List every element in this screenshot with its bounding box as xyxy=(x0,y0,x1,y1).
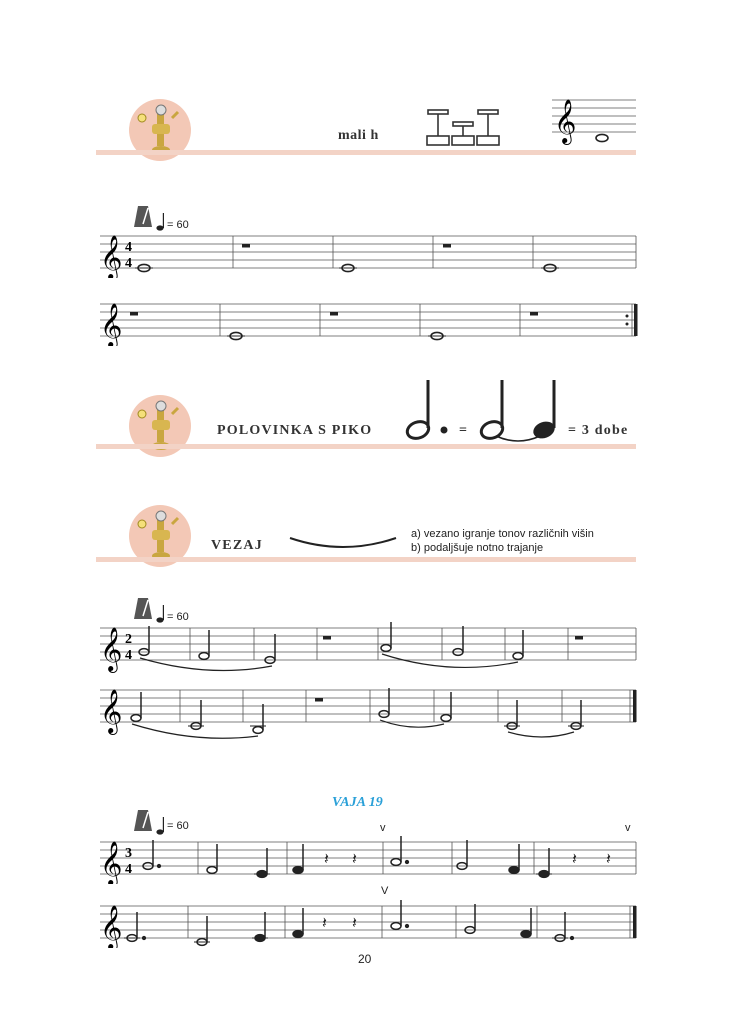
svg-text:𝄽: 𝄽 xyxy=(352,849,357,868)
exercise-title: VAJA 19 xyxy=(332,795,383,810)
svg-text:4: 4 xyxy=(125,240,132,255)
section-title-mali-h: mali h xyxy=(338,128,379,143)
svg-text:𝄽: 𝄽 xyxy=(572,849,577,868)
page-number: 20 xyxy=(358,952,372,966)
tempo-marking: = 60 xyxy=(167,611,189,623)
breath-mark: v xyxy=(380,822,386,834)
section-title-polovinka: POLOVINKA S PIKO xyxy=(217,423,373,438)
svg-text:𝄞: 𝄞 xyxy=(100,841,123,884)
svg-text:𝄽: 𝄽 xyxy=(606,849,611,868)
quarter-note-icon xyxy=(156,816,166,836)
svg-text:2: 2 xyxy=(125,632,132,647)
vezaj-description-a: a) vezano igranje tonov različnih višin xyxy=(411,528,594,540)
svg-text:4: 4 xyxy=(125,862,132,877)
svg-text:𝄽: 𝄽 xyxy=(322,913,327,932)
metronome-icon xyxy=(133,204,153,228)
staff-exercise3-line1 xyxy=(100,834,640,884)
metronome-icon xyxy=(133,808,153,832)
section-band xyxy=(96,557,636,562)
staff-exercise1-line2 xyxy=(100,296,640,346)
tempo-marking: = 60 xyxy=(167,820,189,832)
beats-label: = 3 dobe xyxy=(568,423,629,438)
dotted-half-note-icon xyxy=(400,378,460,442)
svg-text:𝄞: 𝄞 xyxy=(100,689,123,733)
staff-exercise1-line1 xyxy=(100,228,640,278)
svg-text:𝄽: 𝄽 xyxy=(352,913,357,932)
breath-mark: V xyxy=(381,885,389,897)
staff-exercise3-line2 xyxy=(100,898,640,948)
note-example-staff xyxy=(552,92,636,150)
svg-text:𝄞: 𝄞 xyxy=(100,627,123,671)
svg-text:4: 4 xyxy=(125,648,132,663)
metronome-icon xyxy=(133,596,153,620)
staff-exercise2-line1 xyxy=(100,620,640,676)
breath-mark: v xyxy=(625,822,631,834)
section-band xyxy=(96,150,636,155)
svg-text:𝄞: 𝄞 xyxy=(100,303,123,346)
svg-text:4: 4 xyxy=(125,256,132,271)
svg-text:𝄽: 𝄽 xyxy=(324,849,329,868)
vezaj-description-b: b) podaljšuje notno trajanje xyxy=(411,542,544,554)
svg-text:𝄞: 𝄞 xyxy=(100,235,123,278)
treble-clef-icon: 𝄞 xyxy=(554,99,577,143)
trumpet-valves-icon xyxy=(424,108,504,148)
slur-icon xyxy=(288,534,398,552)
tied-notes-icon xyxy=(476,378,562,442)
tempo-marking: = 60 xyxy=(167,219,189,231)
svg-text:𝄞: 𝄞 xyxy=(100,905,123,948)
section-band xyxy=(96,444,636,449)
staff-exercise2-line2 xyxy=(100,682,640,742)
svg-text:3: 3 xyxy=(125,846,132,861)
equals-sign: = xyxy=(459,423,469,438)
section-title-vezaj: VEZAJ xyxy=(211,538,263,553)
